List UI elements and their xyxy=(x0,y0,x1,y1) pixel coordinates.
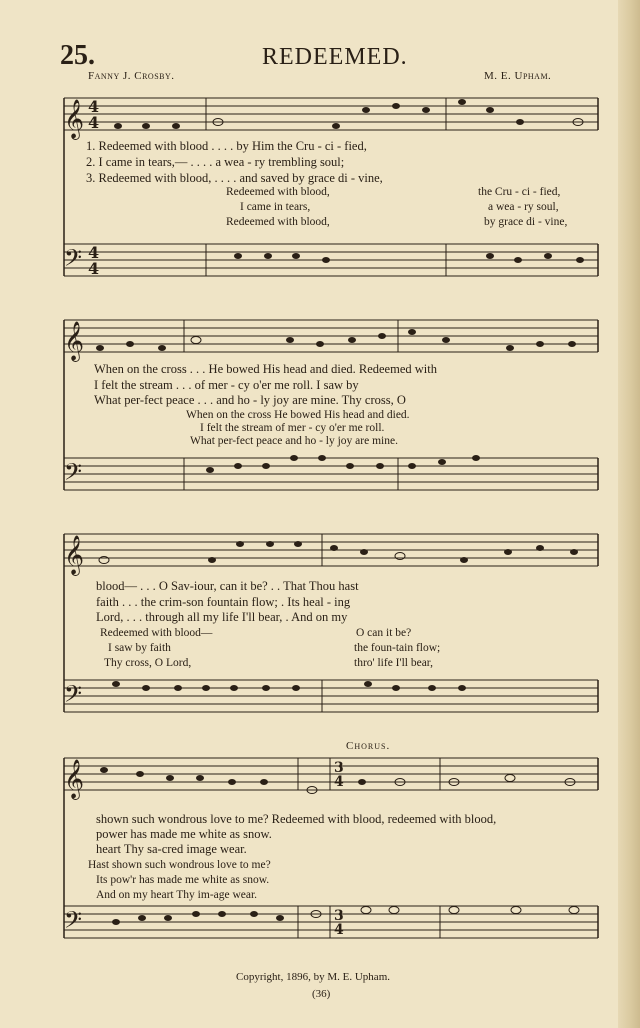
bass-lyric-3-2-b: the foun-tain flow; xyxy=(354,642,441,654)
svg-text:𝄢: 𝄢 xyxy=(64,244,83,277)
svg-text:𝄢: 𝄢 xyxy=(64,906,83,939)
svg-text:4: 4 xyxy=(88,113,100,132)
bass-lyric-3-a: Redeemed with blood, xyxy=(226,216,330,228)
bass-lyric-line-2-3: What per-fect peace and ho - ly joy are mine. xyxy=(190,435,398,447)
svg-text:𝄞: 𝄞 xyxy=(64,759,85,799)
svg-text:4: 4 xyxy=(88,259,100,278)
bass-lyric-2-b: a wea - ry soul, xyxy=(488,201,559,213)
treble-staff-2 xyxy=(64,320,598,352)
composer-credit: M. E. Upham. xyxy=(484,70,552,82)
svg-text:3: 3 xyxy=(334,908,344,924)
verse-2-line-1: 2. I came in tears,— . . . . a wea - ry trembling soul; xyxy=(86,155,345,169)
bass-staff-3 xyxy=(64,680,598,712)
copyright-notice: Copyright, 1896, by M. E. Upham. xyxy=(236,971,390,983)
svg-text:𝄢: 𝄢 xyxy=(64,680,83,713)
chorus-label: Chorus. xyxy=(346,740,391,752)
svg-text:4: 4 xyxy=(334,922,344,938)
bass-lyric-2-a: I came in tears, xyxy=(240,201,311,213)
verse-3-line-2: What per-fect peace . . . and ho - ly joy are mine. Thy cross, O xyxy=(94,393,406,407)
verse-1-line-1: 1. Redeemed with blood . . . . by Him the Cru - ci - fied, xyxy=(86,139,367,153)
bass-lyric-4-3: And on my heart Thy im-age wear. xyxy=(96,889,258,901)
verse-1-line-4: shown such wondrous love to me? Redeemed with blood, redeemed with blood, xyxy=(96,812,497,826)
hymn-number: 25. xyxy=(60,40,95,71)
svg-text:𝄞: 𝄞 xyxy=(64,321,85,361)
svg-text:3: 3 xyxy=(334,760,344,776)
verse-3-line-1: 3. Redeemed with blood, . . . . and saved by grace di - vine, xyxy=(86,171,383,185)
lyricist-credit: Fanny J. Crosby. xyxy=(88,70,175,82)
bass-lyric-3-1-b: O can it be? xyxy=(356,627,412,639)
bass-lyric-1-b: the Cru - ci - fied, xyxy=(478,186,561,198)
bass-lyric-3-3-b: thro' life I'll bear, xyxy=(354,657,434,669)
verse-2-line-2: I felt the stream . . . of mer - cy o'er me roll. I saw by xyxy=(94,378,359,392)
verse-1-line-2: When on the cross . . . He bowed His head and died. Redeemed with xyxy=(94,362,437,376)
bass-lyric-3-1-a: Redeemed with blood— xyxy=(100,627,213,639)
bass-lyric-line-2-2: I felt the stream of mer - cy o'er me roll. xyxy=(200,422,385,434)
svg-text:𝄞: 𝄞 xyxy=(64,535,85,575)
bass-staff-4 xyxy=(64,906,598,938)
svg-text:4: 4 xyxy=(334,774,344,790)
bass-lyric-3-3-a: Thy cross, O Lord, xyxy=(104,657,192,669)
bass-lyric-1-a: Redeemed with blood, xyxy=(226,186,330,198)
page-number: (36) xyxy=(312,988,331,1000)
verse-2-line-4: power has made me white as snow. xyxy=(96,827,272,841)
bass-lyric-4-2: Its pow'r has made me white as snow. xyxy=(96,874,270,886)
bass-lyric-4-1: Hast shown such wondrous love to me? xyxy=(88,859,271,871)
bass-lyric-3-2-a: I saw by faith xyxy=(108,642,171,654)
svg-text:4: 4 xyxy=(88,243,100,262)
verse-3-line-3: Lord, . . . through all my life I'll bear, . And on my xyxy=(96,610,348,624)
verse-3-line-4: heart Thy sa-cred image wear. xyxy=(96,842,247,856)
hymn-title: REDEEMED. xyxy=(262,44,408,70)
svg-text:𝄞: 𝄞 xyxy=(64,99,85,139)
bass-staff-2 xyxy=(64,458,598,490)
verse-1-line-3: blood— . . . O Sav-iour, can it be? . . That Thou hast xyxy=(96,579,359,593)
svg-text:4: 4 xyxy=(88,97,100,116)
bass-lyric-3-b: by grace di - vine, xyxy=(484,216,568,228)
treble-staff-3 xyxy=(64,534,598,566)
svg-text:𝄢: 𝄢 xyxy=(64,458,83,491)
verse-2-line-3: faith . . . the crim-son fountain flow; . Its heal - ing xyxy=(96,595,351,609)
treble-staff-4 xyxy=(64,758,598,790)
bass-lyric-line-2-1: When on the cross He bowed His head and died. xyxy=(186,409,410,421)
